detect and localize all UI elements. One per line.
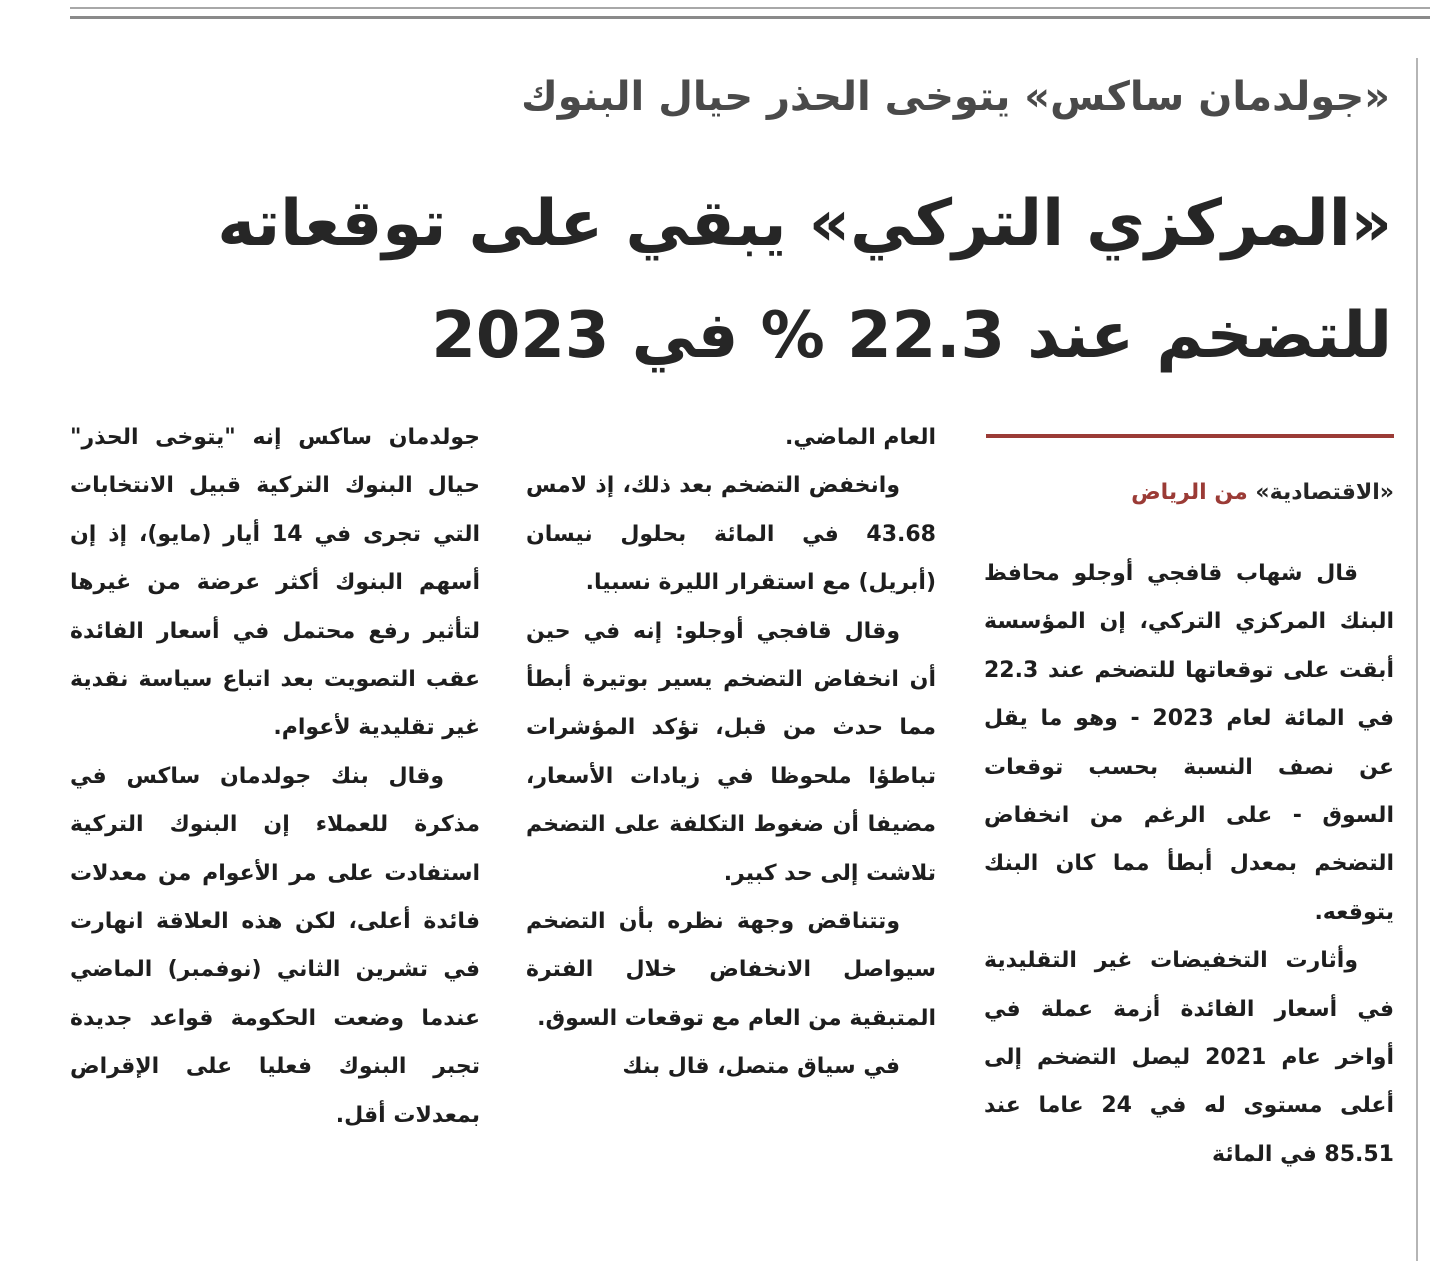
paragraph: وقال بنك جولدمان ساكس في مذكرة للعملاء إن البنوك التركية استفادت على مر الأعوام من معدلات فائدة أعلى، لكن هذه العلاقة انهارت في تشرين الثاني (نوفمبر) الماضي عندما وضعت الحكومة قواعد جديدة تجبر البنوك فعليا على الإقراض بمعدلات أقل.	[70, 763, 480, 1128]
article-column-2	[526, 414, 936, 1092]
article-column-1	[984, 550, 1394, 1179]
paragraph: جولدمان ساكس إنه "يتوخى الحذر" حيال البنوك التركية قبيل الانتخابات التي تجرى في 14 أيار (مايو)، إذ إن أسهم البنوك أكثر عرضة من غيرها لتأثير رفع محتمل في أسعار الفائدة عقب التصويت بعد اتباع سياسة نقدية غير تقليدية لأعوام.	[70, 425, 480, 741]
paragraph: وتتناقض وجهة نظره بأن التضخم سيواصل الانخفاض خلال الفترة المتبقية من العام مع توقعات السوق.	[526, 909, 936, 1031]
paragraph: وأثارت التخفيضات غير التقليدية في أسعار الفائدة أزمة عملة في أواخر عام 2021 ليصل التضخم إلى أعلى مستوى له في 24 عاما عند 85.51 في المائة	[984, 948, 1394, 1167]
headline-line-2: للتضخم عند 22.3 % في 2023	[431, 299, 1392, 373]
kicker-headline: «جولدمان ساكس» يتوخى الحذر حيال البنوك	[521, 74, 1390, 120]
paragraph: وانخفض التضخم بعد ذلك، إذ لامس 43.68 في المائة بحلول نيسان (أبريل) مع استقرار الليرة نسبيا.	[526, 473, 936, 596]
paragraph: قال شهاب قافجي أوجلو محافظ البنك المركزي التركي، إن المؤسسة أبقت على توقعاتها للتضخم عند 22.3 في المائة لعام 2023 - وهو ما يقل عن نصف النسبة بحسب توقعات السوق - على الرغم من انخفاض التضخم بمعدل أبطأ مما كان البنك يتوقعه.	[984, 561, 1394, 925]
byline	[986, 470, 1394, 516]
paragraph: وقال قافجي أوجلو: إنه في حين أن انخفاض التضخم يسير بوتيرة أبطأ مما حدث من قبل، تؤكد المؤشرات تباطؤا ملحوظا في زيادات الأسعار، مضيفا أن ضغوط التكلفة على التضخم تلاشت إلى حد كبير.	[526, 618, 936, 886]
article-headline	[92, 168, 1392, 392]
article-column-3	[70, 414, 480, 1140]
column-rule	[1416, 58, 1418, 1261]
paragraph: في سياق متصل، قال بنك	[622, 1054, 900, 1080]
byline-source: «الاقتصادية»	[1255, 480, 1394, 505]
byline-city: من الرياض	[1131, 480, 1248, 505]
top-rule	[70, 7, 1430, 9]
headline-line-1: «المركزي التركي» يبقي على توقعاته	[217, 187, 1392, 261]
accent-rule	[986, 434, 1394, 438]
top-rule-thick	[70, 16, 1430, 19]
paragraph: العام الماضي.	[785, 425, 936, 450]
